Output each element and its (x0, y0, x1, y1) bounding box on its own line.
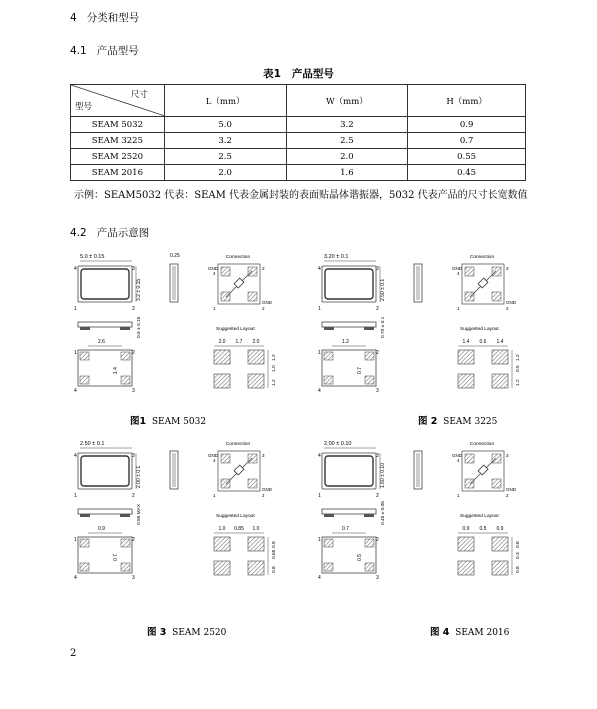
pad-width-label: 0.9 (98, 526, 105, 532)
pin-label: 3 (262, 453, 265, 458)
pin-label: 2 (506, 306, 509, 311)
layout-dim-v3: 1.2 (516, 379, 521, 386)
pad-height-label: 1.4 (113, 367, 119, 374)
figure-label: 图1 (130, 416, 147, 427)
pin-label: 2 (262, 493, 265, 498)
table-cell: SEAM 2520 (71, 149, 165, 165)
product-model-table (70, 84, 526, 181)
table-cell: 2.0 (286, 149, 408, 165)
gnd-label: GND (262, 300, 272, 305)
side-view-fill (416, 453, 420, 487)
pin-label: 4 (74, 453, 77, 459)
table-cell: 1.6 (286, 165, 408, 181)
thickness-view (78, 509, 132, 514)
figure-name: SEAM 2016 (455, 628, 510, 638)
gnd-label: GND (506, 300, 516, 305)
pad (465, 479, 474, 488)
pin-label: 3 (262, 266, 265, 271)
pad (365, 539, 374, 547)
table-header-cell: H（mm） (408, 85, 526, 117)
pin-label: 1 (74, 350, 77, 356)
figure-seam-2016 (310, 433, 540, 593)
table-cell: 2.5 (286, 133, 408, 149)
terminal (120, 327, 130, 330)
subsection-number: 4.1 (70, 45, 87, 57)
terminal (80, 514, 90, 517)
pin-label: 2 (376, 306, 379, 312)
figure-label: 图 2 (418, 416, 438, 427)
pin-label: 2 (132, 350, 135, 356)
figure-name: SEAM 2520 (172, 628, 227, 638)
layout-dim-b: 0.85 (234, 526, 244, 532)
table-cell: 2.0 (164, 165, 286, 181)
pad (248, 479, 257, 488)
gnd-label: GND (262, 487, 272, 492)
terminal (120, 514, 130, 517)
figure-caption-2 (418, 413, 497, 427)
suggested-layout-title: Suggested Layout (216, 514, 255, 519)
layout-pad (214, 350, 230, 364)
table-cell: SEAM 5032 (71, 117, 165, 133)
layout-pad (492, 537, 508, 551)
pad (492, 267, 501, 276)
pad-width-label: 2.6 (98, 339, 105, 345)
layout-dim-v2: 0.5 (516, 365, 521, 372)
pin-label: 2 (262, 306, 265, 311)
terminal (364, 514, 374, 517)
pad (80, 563, 89, 571)
pad (465, 267, 474, 276)
pin-label: 1 (318, 350, 321, 356)
page-number: 2 (70, 648, 77, 659)
pin-label: 1 (74, 306, 77, 312)
pin-label: 3 (376, 453, 379, 459)
pad (248, 454, 257, 463)
figure-label: 图 3 (147, 627, 167, 638)
pad (221, 454, 230, 463)
corner-label-model: 型号 (75, 102, 93, 112)
pin-label: 3 (376, 388, 379, 394)
layout-dim-c: 1.0 (252, 526, 260, 532)
pin-label: 1 (318, 306, 321, 312)
corner-label-size: 尺寸 (130, 90, 148, 100)
thickness-view (322, 322, 376, 327)
pin-label: 2 (132, 493, 135, 499)
table-cell: 0.45 (408, 165, 526, 181)
pin-label: 2 (376, 493, 379, 499)
pin-label: 4 (74, 575, 77, 581)
layout-dim-b: 0.5 (479, 526, 487, 532)
dimension-label-width: 2.00 ± 0.10 (324, 441, 352, 447)
table-row (71, 165, 526, 181)
suggested-layout-title: Suggested Layout (216, 327, 255, 332)
section-heading (70, 10, 139, 25)
example-note: 示例：SEAM5032 代表：SEAM 代表金属封装的表面贴晶体谐振器，5032 代表产品的尺寸长宽数值 (74, 190, 528, 201)
pin-label: 1 (457, 493, 460, 498)
pin-label: 3 (506, 453, 509, 458)
subsection-number: 4.2 (70, 227, 87, 239)
figure-caption-3 (147, 624, 226, 638)
pad-height-label: 0.7 (357, 367, 363, 374)
package-outline (78, 266, 132, 302)
pad-width-label: 1.2 (342, 339, 349, 345)
pad (248, 267, 257, 276)
layout-pad (214, 537, 230, 551)
layout-dim-a: 1.0 (218, 526, 226, 532)
pad-height-label: 0.5 (357, 554, 363, 561)
pin-label: 3 (132, 266, 135, 272)
pin-label: 2 (132, 537, 135, 543)
subsection-heading-2 (70, 225, 149, 240)
table-row (71, 149, 526, 165)
dimension-label-height: 1.60 ± 0.10 (380, 463, 386, 488)
dimension-label-thickness: 0.45 ± 0.05 (381, 501, 386, 525)
table-cell: 0.7 (408, 133, 526, 149)
pad-width-label: 0.7 (342, 526, 349, 532)
figure-seam-3225 (310, 246, 540, 406)
side-view-fill (172, 266, 176, 300)
gnd-label: GND (506, 487, 516, 492)
pin-label: 1 (457, 306, 460, 311)
layout-dim-v1: 1.2 (516, 354, 521, 361)
pad (324, 563, 333, 571)
pad (465, 454, 474, 463)
layout-pad (458, 350, 474, 364)
figure-name: SEAM 3225 (443, 417, 498, 427)
pad (492, 292, 501, 301)
layout-dim-v3: 0.8 (516, 566, 521, 573)
dimension-label-thickness: 0.70 ± 0.1 (381, 316, 386, 338)
figure-caption-4 (430, 624, 509, 638)
pad (492, 454, 501, 463)
layout-pad (248, 374, 264, 388)
pad (121, 563, 130, 571)
dimension-label-width: 3.20 ± 0.1 (324, 254, 349, 260)
side-dimension: 0.25 (170, 253, 180, 259)
layout-dim-v1: 0.8 (272, 541, 277, 548)
pin-label: 2 (376, 537, 379, 543)
table-cell: SEAM 2016 (71, 165, 165, 181)
layout-pad (214, 561, 230, 575)
pin-label: 1 (213, 306, 216, 311)
section-title: 分类和型号 (86, 12, 140, 24)
pad (121, 376, 130, 384)
pad (324, 539, 333, 547)
package-outline (78, 453, 132, 489)
pin-label: 1 (74, 493, 77, 499)
pad-height-label: 0.7 (113, 554, 119, 561)
layout-dim-v2: 1.0 (272, 365, 277, 372)
table-cell: 2.5 (164, 149, 286, 165)
layout-dim-c: 2.0 (252, 339, 260, 345)
layout-pad (248, 537, 264, 551)
table-corner-cell (71, 85, 165, 117)
layout-dim-v3: 0.8 (272, 566, 277, 573)
dimension-label-width: 5.0 ± 0.15 (80, 254, 105, 260)
suggested-layout-title: Suggested Layout (460, 327, 499, 332)
pin-label: 1 (74, 537, 77, 543)
pad (248, 292, 257, 301)
pin-label: 3 (132, 388, 135, 394)
pin-label: 4 (318, 388, 321, 394)
layout-pad (458, 561, 474, 575)
gnd-label: GND (208, 453, 218, 458)
pin-label: 3 (132, 453, 135, 459)
pin-label: 4 (318, 575, 321, 581)
layout-dim-a: 2.0 (218, 339, 226, 345)
pin-label: 4 (457, 271, 460, 276)
pin-label: 1 (213, 493, 216, 498)
pin-label: 3 (376, 575, 379, 581)
pad (121, 539, 130, 547)
gnd-label: GND (452, 266, 462, 271)
pad (221, 267, 230, 276)
layout-pad (492, 561, 508, 575)
figure-name: SEAM 5032 (151, 417, 207, 427)
layout-dim-c: 1.4 (496, 339, 504, 345)
gnd-label: GND (208, 266, 218, 271)
figure-caption-1 (130, 413, 206, 427)
layout-pad (248, 561, 264, 575)
table-cell: 3.2 (164, 133, 286, 149)
subsection-title: 产品示意图 (96, 227, 150, 239)
layout-dim-v3: 1.2 (272, 379, 277, 386)
dimension-label-thickness: 0.55 MAX (137, 503, 142, 525)
dimension-drawing (66, 433, 296, 593)
layout-dim-v2: 0.3 (516, 552, 521, 559)
pad (365, 563, 374, 571)
table-cell: 3.2 (286, 117, 408, 133)
table-header-cell: W（mm） (286, 85, 408, 117)
pad (121, 352, 130, 360)
pin-label: 4 (213, 458, 216, 463)
table-header-row (71, 85, 526, 117)
side-view-fill (416, 266, 420, 300)
pin-label: 4 (74, 266, 77, 272)
pad (465, 292, 474, 301)
table-row (71, 133, 526, 149)
connection-title: Connection (469, 255, 495, 260)
table-cell: 0.9 (408, 117, 526, 133)
side-view-fill (172, 453, 176, 487)
layout-dim-b: 1.7 (235, 339, 243, 345)
connection-title: Connection (469, 442, 495, 447)
pin-label: 1 (318, 537, 321, 543)
dimension-drawing (66, 246, 296, 406)
table-caption-number: 表1 (263, 68, 281, 80)
table-row (71, 117, 526, 133)
connection-title: Connection (225, 442, 251, 447)
dimension-label-width: 2.50 ± 0.1 (80, 441, 105, 447)
layout-pad (458, 537, 474, 551)
layout-dim-a: 0.9 (462, 526, 470, 532)
pin-label: 3 (132, 575, 135, 581)
suggested-layout-title: Suggested Layout (460, 514, 499, 519)
pin-label: 4 (74, 388, 77, 394)
layout-pad (458, 374, 474, 388)
figure-seam-5032 (66, 246, 296, 406)
gnd-label: GND (452, 453, 462, 458)
table-cell: SEAM 3225 (71, 133, 165, 149)
table-caption-text: 产品型号 (291, 68, 334, 80)
pin-label: 1 (318, 493, 321, 499)
dimension-label-height: 2.00 ± 0.1 (136, 465, 142, 488)
dimension-drawing (310, 246, 540, 406)
layout-dim-v1: 0.8 (516, 541, 521, 548)
dimension-label-thickness: 0.9 ± 0.15 (137, 316, 142, 338)
layout-dim-v1: 1.2 (272, 354, 277, 361)
pad (80, 376, 89, 384)
pin-label: 2 (132, 306, 135, 312)
pin-label: 2 (376, 350, 379, 356)
table-caption (0, 66, 597, 81)
pin-label: 4 (318, 266, 321, 272)
pad (80, 539, 89, 547)
layout-dim-b: 0.6 (479, 339, 487, 345)
pin-label: 2 (506, 493, 509, 498)
pad (221, 292, 230, 301)
terminal (324, 514, 334, 517)
package-outline (322, 453, 376, 489)
dimension-label-height: 2.50 ± 0.1 (380, 278, 386, 301)
terminal (324, 327, 334, 330)
pin-label: 3 (506, 266, 509, 271)
pad (492, 479, 501, 488)
thickness-view (322, 509, 376, 514)
thickness-view (78, 322, 132, 327)
pin-label: 3 (376, 266, 379, 272)
layout-pad (248, 350, 264, 364)
pad (365, 352, 374, 360)
dimension-label-height: 3.2 ± 0.15 (136, 278, 142, 301)
figure-label: 图 4 (430, 627, 450, 638)
layout-dim-v2: 0.65 (272, 549, 277, 559)
table-header-cell: L（mm） (164, 85, 286, 117)
subsection-heading-1 (70, 43, 139, 58)
layout-pad (492, 374, 508, 388)
terminal (364, 327, 374, 330)
pin-label: 4 (213, 271, 216, 276)
connection-title: Connection (225, 255, 251, 260)
package-outline (322, 266, 376, 302)
pad (221, 479, 230, 488)
layout-dim-a: 1.4 (462, 339, 470, 345)
pin-label: 4 (318, 453, 321, 459)
table-cell: 5.0 (164, 117, 286, 133)
section-number: 4 (70, 12, 77, 24)
terminal (80, 327, 90, 330)
pad (365, 376, 374, 384)
layout-pad (492, 350, 508, 364)
subsection-title: 产品型号 (96, 45, 139, 57)
pad (80, 352, 89, 360)
pad (324, 352, 333, 360)
table-cell: 0.55 (408, 149, 526, 165)
figure-seam-2520 (66, 433, 296, 593)
pin-label: 4 (457, 458, 460, 463)
pad (324, 376, 333, 384)
layout-pad (214, 374, 230, 388)
layout-dim-c: 0.9 (496, 526, 504, 532)
dimension-drawing (310, 433, 540, 593)
